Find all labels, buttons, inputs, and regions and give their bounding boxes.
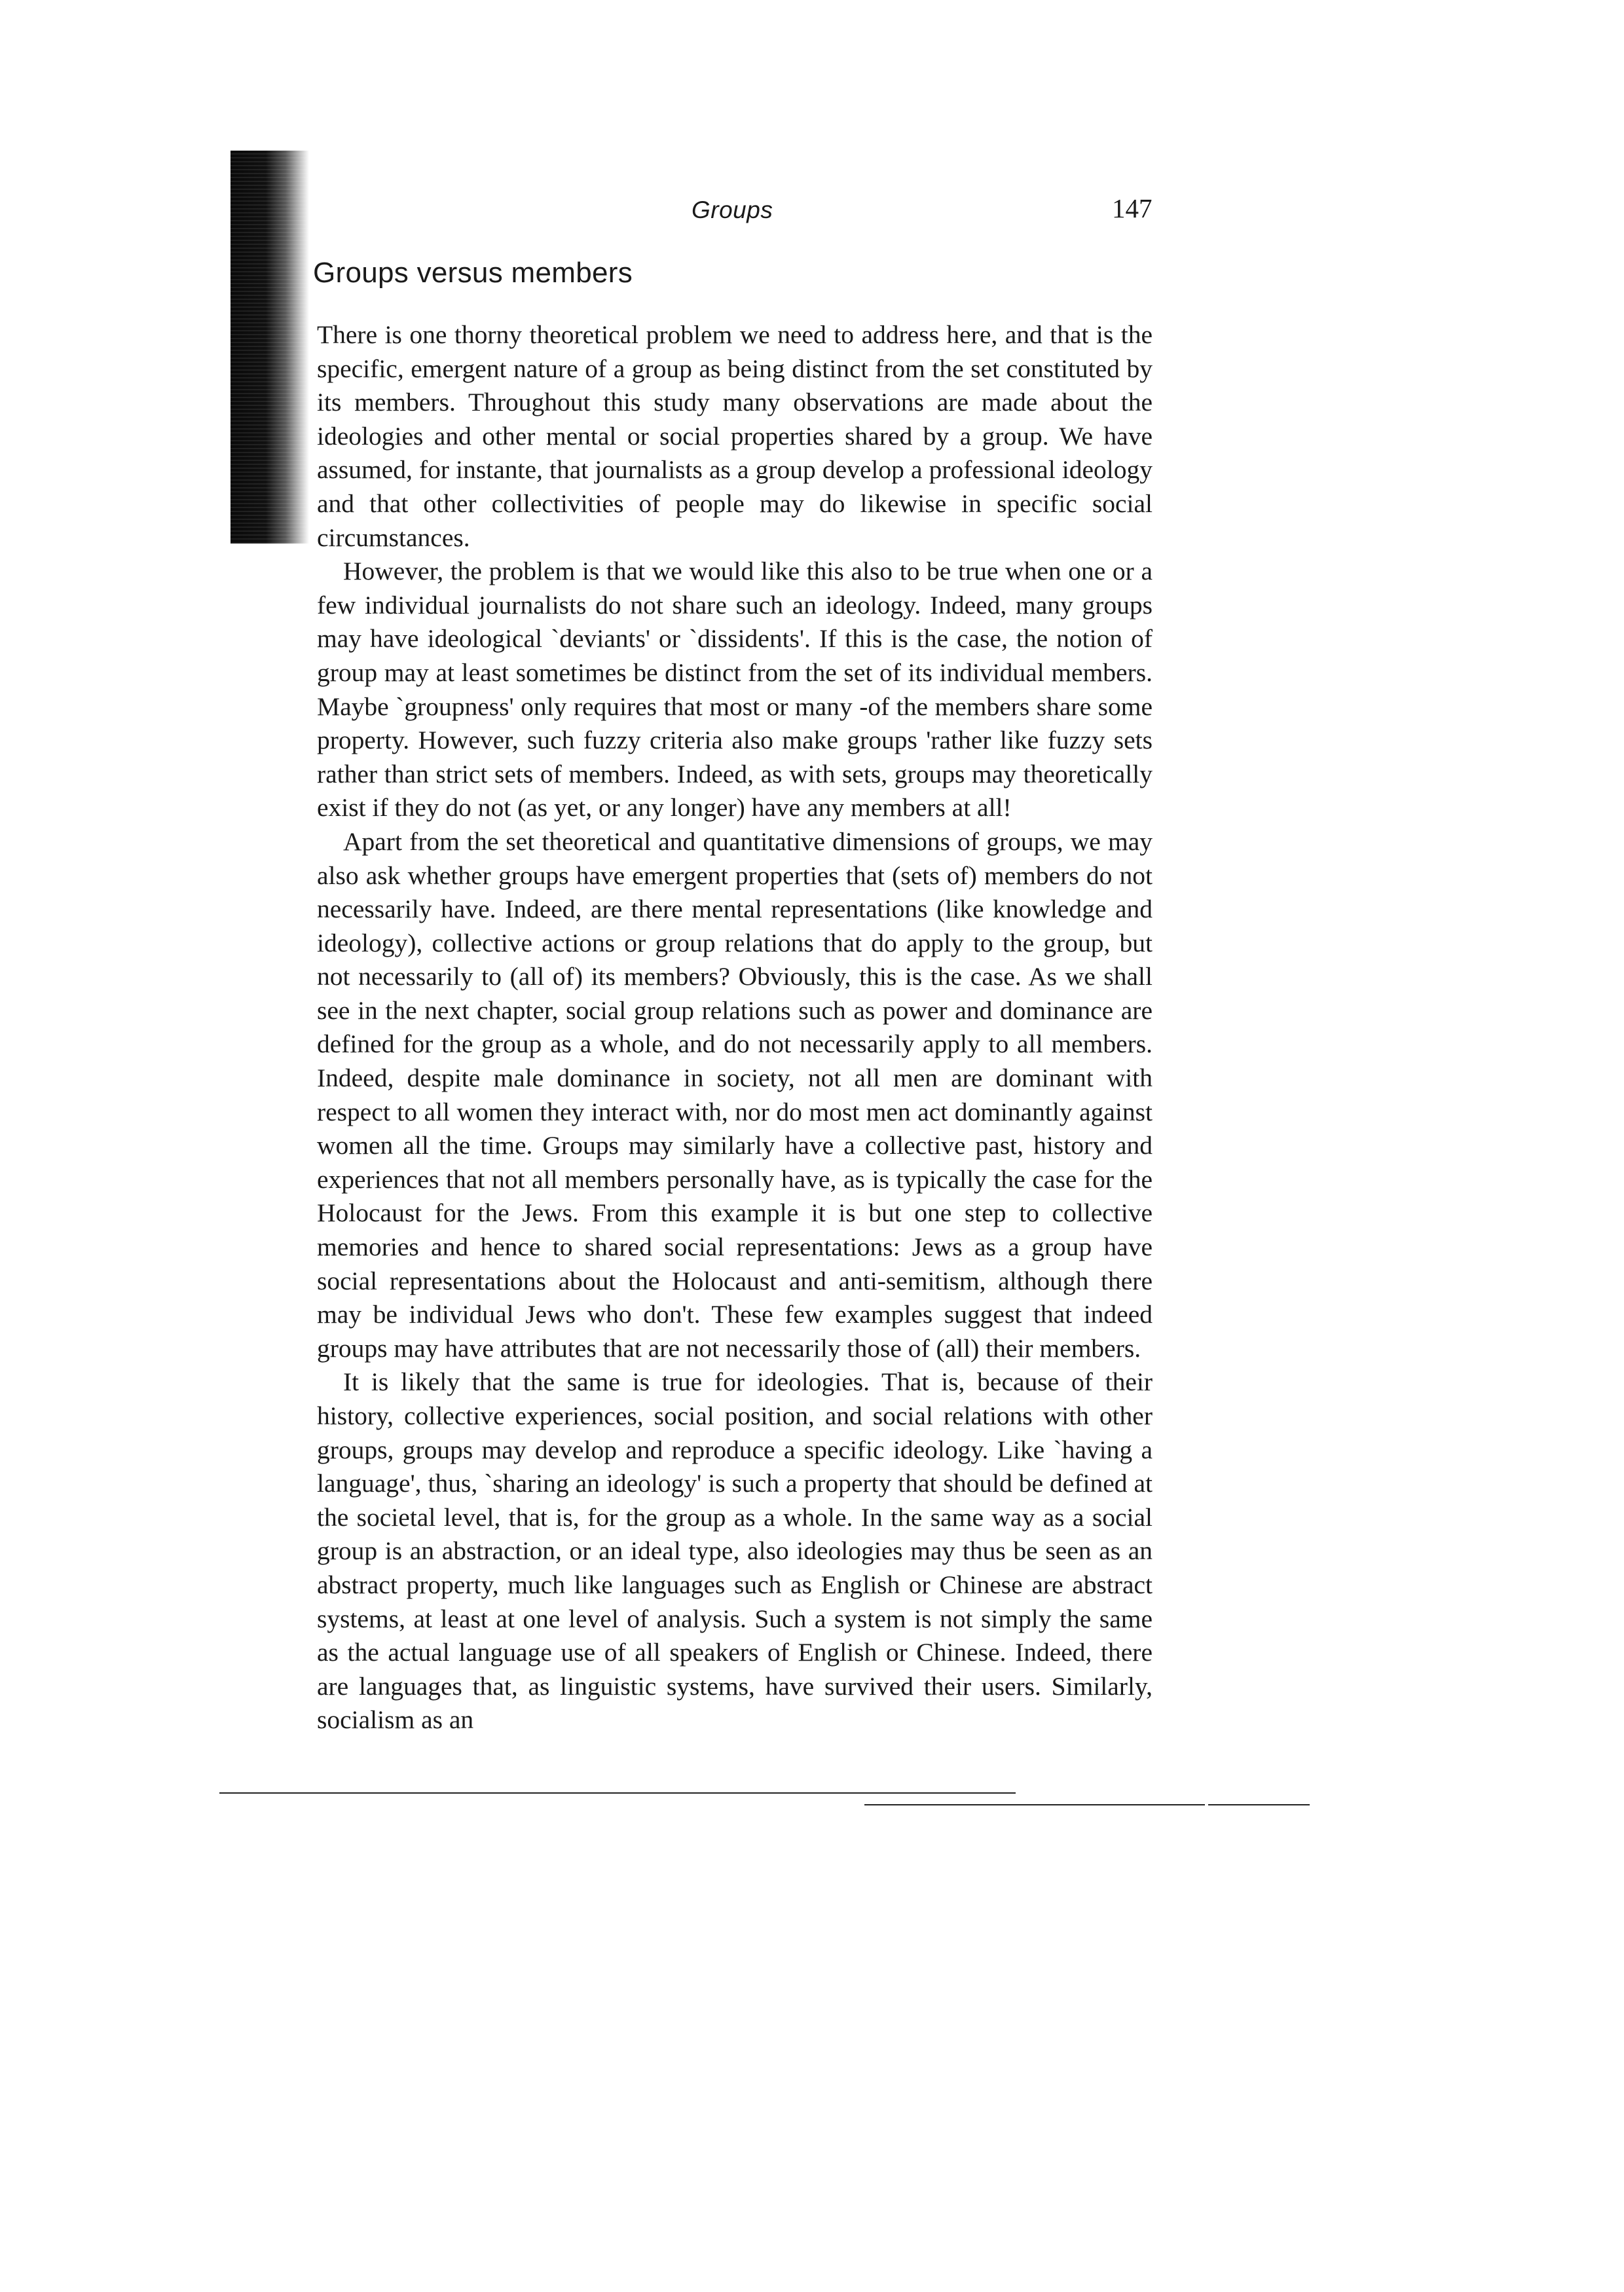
section-heading: Groups versus members bbox=[313, 257, 633, 289]
page-number: 147 bbox=[1112, 193, 1153, 223]
paragraph: However, the problem is that we would like this also to be true when one or a few individual journalists do not share such an ideology. Indeed, many groups may have ideological `deviants' or `dissidents'. If this is the case, the notion of group may at least sometimes be distinct from the set of its individual members. Maybe `groupness' only requires that most or many -of the members share some property. However, such fuzzy criteria also make groups 'rather like fuzzy sets rather than strict sets of members. Indeed, as with sets, groups may theoretically exist if they do not (as yet, or any longer) have any members at all! bbox=[317, 557, 1153, 823]
paragraph: There is one thorny theoretical problem we need to address here, and that is the specific, emergent nature of a group as being distinct from the set constituted by its members. Throughout this study many observations are made about the ideologies and other mental or social properties shared by a group. We have assumed, for instante, that journalists as a group develop a professional ideology and that other collectivities of people may do likewise in specific social circumstances. bbox=[317, 320, 1153, 552]
scan-shadow-edge bbox=[231, 151, 309, 544]
footer-rule bbox=[864, 1804, 1205, 1805]
footer-rule bbox=[219, 1792, 1016, 1794]
footer-rule bbox=[1208, 1804, 1310, 1805]
body-text bbox=[317, 318, 1153, 1737]
running-title: Groups bbox=[692, 196, 773, 223]
paragraph: Apart from the set theoretical and quantitative dimensions of groups, we may also ask whether groups have emergent properties that (sets of) members do not necessarily have. Indeed, are there mental representations (like knowledge and ideology), collective actions or group relations that do apply to the group, but not necessarily to (all of) its members? Obviously, this is the case. As we shall see in the next chapter, social group relations such as power and dominance are defined for the group as a whole, and do not necessarily apply to all members. Indeed, despite male dominance in society, not all men are dominant with respect to all women they interact with, nor do most men act dominantly against women all the time. Groups may similarly have a collective past, history and experiences that not all members personally have, as is typically the case for the Holocaust for the Jews. From this example it is but one step to collective memories and hence to shared social representations: Jews as a group have social representations about the Holocaust and anti-semitism, although there may be individual Jews who don't. These few examples suggest that indeed groups may have attributes that are not necessarily those of (all) their members. bbox=[317, 826, 1153, 1363]
paragraph: It is likely that the same is true for ideologies. That is, because of their history, collective experiences, social position, and social relations with other groups, groups may develop and reproduce a specific ideology. Like `having a language', thus, `sharing an ideology' is such a property that should be defined at the societal level, that is, for the group as a whole. In the same way as a social group is an abstraction, or an ideal type, also ideologies may thus be seen as an abstract property, much like languages such as English or Chinese are abstract systems, at least at one level of analysis. Such a system is not simply the same as the actual language use of all speakers of English or Chinese. Indeed, there are languages that, as linguistic systems, have survived their users. Similarly, socialism as an bbox=[317, 1367, 1153, 1735]
